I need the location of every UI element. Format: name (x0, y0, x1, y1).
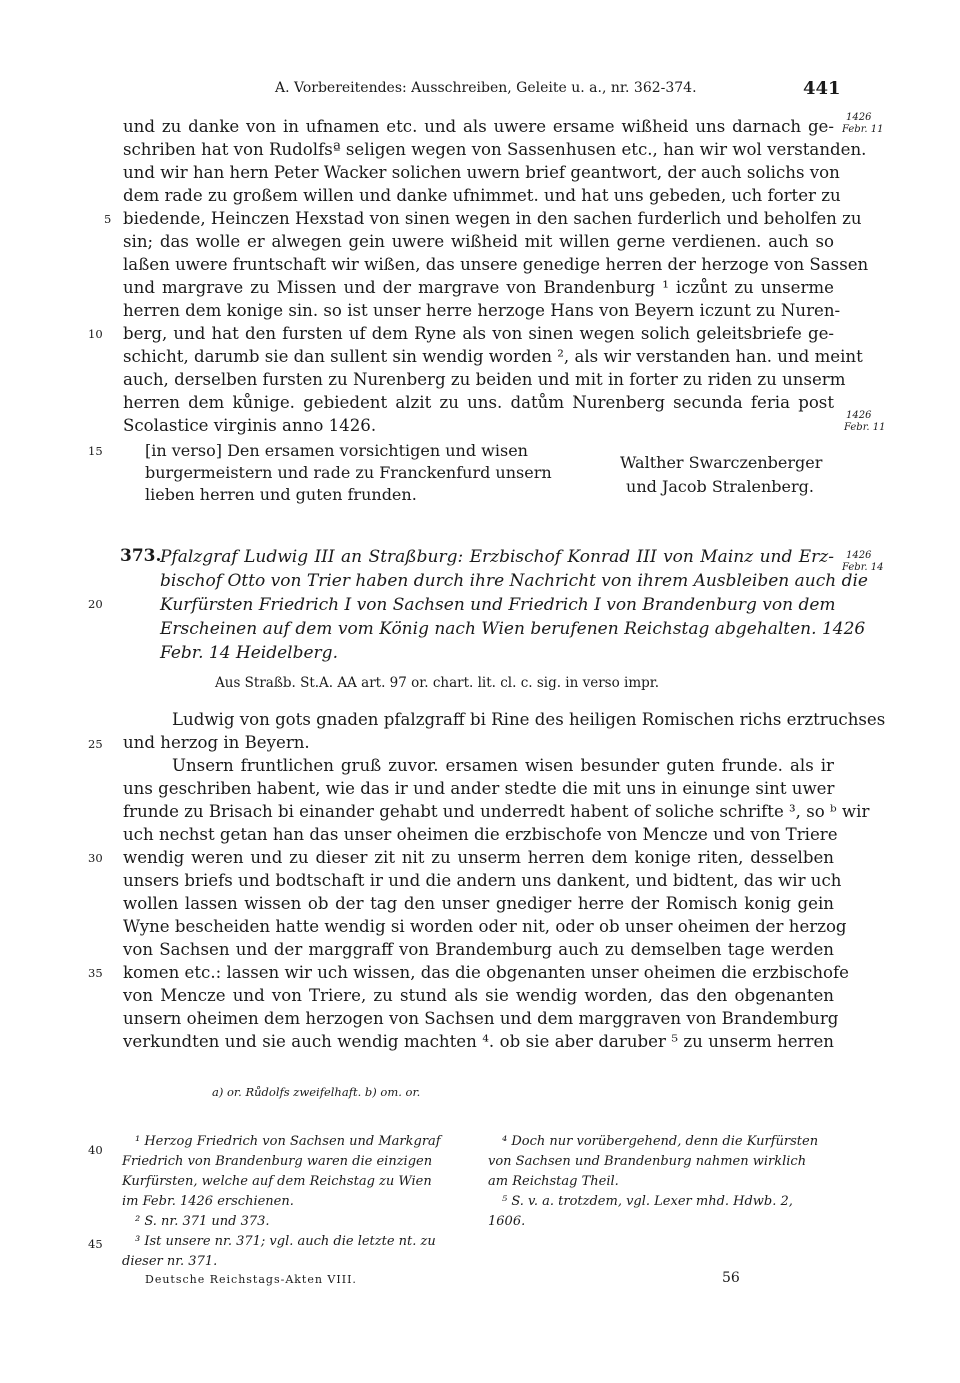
line-number: 40 (88, 1143, 103, 1157)
footnote-line: Kurfürsten, welche auf dem Reichstag zu Wien (122, 1174, 432, 1189)
text-line: Ludwig von gots gnaden pfalzgraff bi Rine des heiligen Romischen richs erztruchses (172, 710, 886, 729)
series-title: Deutsche Reichstags-Akten VIII. (145, 1273, 357, 1286)
text-line: uns geschriben habent, wie das ir und ander stedte die mit uns in einunge sint uwer (123, 779, 835, 798)
line-number: 35 (88, 966, 103, 980)
text-line: und margrave zu Missen und der margrave von Brandenburg ¹ iczůnt zu unserme (123, 278, 834, 297)
text-line: von Mencze und von Triere, zu stund als sie wendig worden, das den obgenanten (123, 986, 834, 1005)
title-line: Erscheinen auf dem vom König nach Wien berufenen Reichstag abgehalten. 1426 (160, 619, 866, 639)
footnote-line: von Sachsen und Brandenburg nahmen wirklich (488, 1154, 807, 1169)
footnote-line: 1606. (488, 1214, 526, 1229)
signer-line: Walther Swarczenberger (620, 453, 823, 472)
margin-year: 1426 (846, 410, 872, 421)
running-title: A. Vorbereitendes: Ausschreiben, Geleite u. a., nr. 362-374. (275, 80, 697, 96)
text-line: frunde zu Brisach bi einander gehabt und underredt habent of soliche schrifte ³, so ᵇ wir (123, 802, 870, 821)
title-line: bischof Otto von Trier haben durch ihre Nachricht von ihrem Ausbleiben auch die (160, 571, 868, 591)
textual-notes: a) or. Růdolfs zweifelhaft. b) om. or. (212, 1085, 421, 1099)
text-line: laßen uwere fruntschaft wir wißen, das unsere genedige herren der herzoge von Sassen (123, 255, 869, 274)
text-line: herren dem konige sin. so ist unser herre herzoge Hans von Beyern iczunt zu Nuren- (123, 301, 841, 320)
text-line: sin; das wolle er alwegen gein uwere wißheid mit willen gerne verdienen. auch so (123, 232, 834, 251)
verso-address (145, 440, 552, 506)
title-line: Kurfürsten Friedrich I von Sachsen und Friedrich I von Brandenburg von dem (160, 595, 836, 615)
line-number: 45 (88, 1237, 103, 1251)
footnote-line: ¹ Herzog Friedrich von Sachsen und Markgraf (135, 1134, 441, 1149)
line-number: 25 (88, 737, 103, 751)
text-line: herren dem kůnige. gebiedent alzit zu uns. datům Nurenberg secunda feria post (123, 393, 834, 412)
footnote-line: dieser nr. 371. (122, 1254, 218, 1269)
document-number: 373. (120, 546, 162, 566)
text-line: Wyne bescheiden hatte wendig si worden oder nit, oder ob unser oheimen der herzog (123, 917, 847, 936)
text-line: unsern oheimen dem herzogen von Sachsen und dem marggraven von Brandemburg (123, 1009, 839, 1028)
footnote-line: ⁵ S. v. a. trotzdem, vgl. Lexer mhd. Hdwb. 2, (502, 1194, 793, 1209)
line-number: 20 (88, 597, 103, 611)
text-line: dem rade zu großem willen und danke ufnimmet. und hat uns gebeden, uch forter zu (123, 186, 841, 205)
text-line: biedende, Heinczen Hexstad von sinen wegen in den sachen furderlich und beholfen zu (123, 209, 862, 228)
margin-date-note (846, 410, 885, 434)
signer-line: und Jacob Stralenberg. (626, 477, 814, 496)
title-line: Febr. 14 Heidelberg. (160, 643, 338, 663)
text-line: schicht, darumb sie dan sullent sin wendig worden ², als wir verstanden han. und meint (123, 347, 863, 366)
page-number: 441 (803, 78, 841, 99)
verso-line: [in verso] Den ersamen vorsichtigen und wisen (145, 441, 528, 460)
signers (620, 451, 823, 499)
text-line: und wir han hern Peter Wacker solichen uwern brief geantwort, der auch solichs von (123, 163, 840, 182)
source-note: Aus Straßb. St.A. AA art. 97 or. chart. lit. cl. c. sig. in verso impr. (215, 675, 660, 691)
margin-day: Febr. 11 (844, 422, 886, 433)
line-number: 30 (88, 851, 103, 865)
text-line: Unsern fruntlichen gruß zuvor. ersamen wisen besunder guten frunde. als ir (172, 756, 834, 775)
footnote-line: Friedrich von Brandenburg waren die einzigen (122, 1154, 433, 1169)
text-line: verkundten und sie auch wendig machten ⁴. ob sie aber daruber ⁵ zu unserm herren (123, 1032, 834, 1051)
line-number: 5 (104, 212, 112, 226)
footnote-line: ³ Ist unsere nr. 371; vgl. auch die letzte nt. zu (135, 1234, 436, 1249)
text-line: berg, und hat den fursten uf dem Ryne als von sinen wegen solich geleitsbriefe ge- (123, 324, 834, 343)
verso-line: lieben herren und guten frunden. (145, 485, 417, 504)
text-line: komen etc.: lassen wir uch wissen, das die obgenanten unser oheimen die erzbischofe (123, 963, 849, 982)
footnote-line: im Febr. 1426 erschienen. (122, 1194, 294, 1209)
line-number: 15 (88, 444, 103, 458)
text-line: auch, derselben fursten zu Nurenberg zu beiden und mit in forter zu riden zu unserm (123, 370, 846, 389)
margin-day: Febr. 14 (842, 562, 884, 573)
footnote-line: ⁴ Doch nur vorübergehend, denn die Kurfürsten (502, 1134, 819, 1149)
text-line: von Sachsen und der marggraff von Brandemburg auch zu demselben tage werden (123, 940, 834, 959)
margin-year: 1426 (846, 112, 872, 123)
text-line: und zu danke von in ufnamen etc. und als uwere ersame wißheid uns darnach ge- (123, 117, 834, 136)
text-line: Scolastice virginis anno 1426. (123, 416, 377, 435)
title-line: Pfalzgraf Ludwig III an Straßburg: Erzbischof Konrad III von Mainz und Erz- (160, 547, 834, 567)
margin-date-note (842, 112, 884, 136)
footnote-line: ² S. nr. 371 und 373. (135, 1214, 270, 1229)
footnote-line: am Reichstag Theil. (488, 1174, 619, 1189)
text-line: uch nechst getan han das unser oheimen die erzbischofe von Mencze und von Triere (123, 825, 838, 844)
text-line: wollen lassen wissen ob der tag den unser gnediger herre der Romisch konig gein (123, 894, 834, 913)
sheet-signature: 56 (722, 1270, 740, 1286)
text-line: schriben hat von Rudolfsª seligen wegen von Sassenhusen etc., han wir wol verstanden. (123, 140, 867, 159)
text-line: unsers briefs und bodtschaft ir und die andern uns dankent, und bidtent, das wir uch (123, 871, 842, 890)
line-number: 10 (88, 327, 103, 341)
margin-day: Febr. 11 (842, 124, 884, 135)
text-line: und herzog in Beyern. (123, 733, 310, 752)
verso-line: burgermeistern und rade zu Franckenfurd unsern (145, 463, 552, 482)
margin-year: 1426 (846, 550, 872, 561)
text-line: wendig weren und zu dieser zit nit zu unserm herren dem konige riten, desselben (123, 848, 834, 867)
